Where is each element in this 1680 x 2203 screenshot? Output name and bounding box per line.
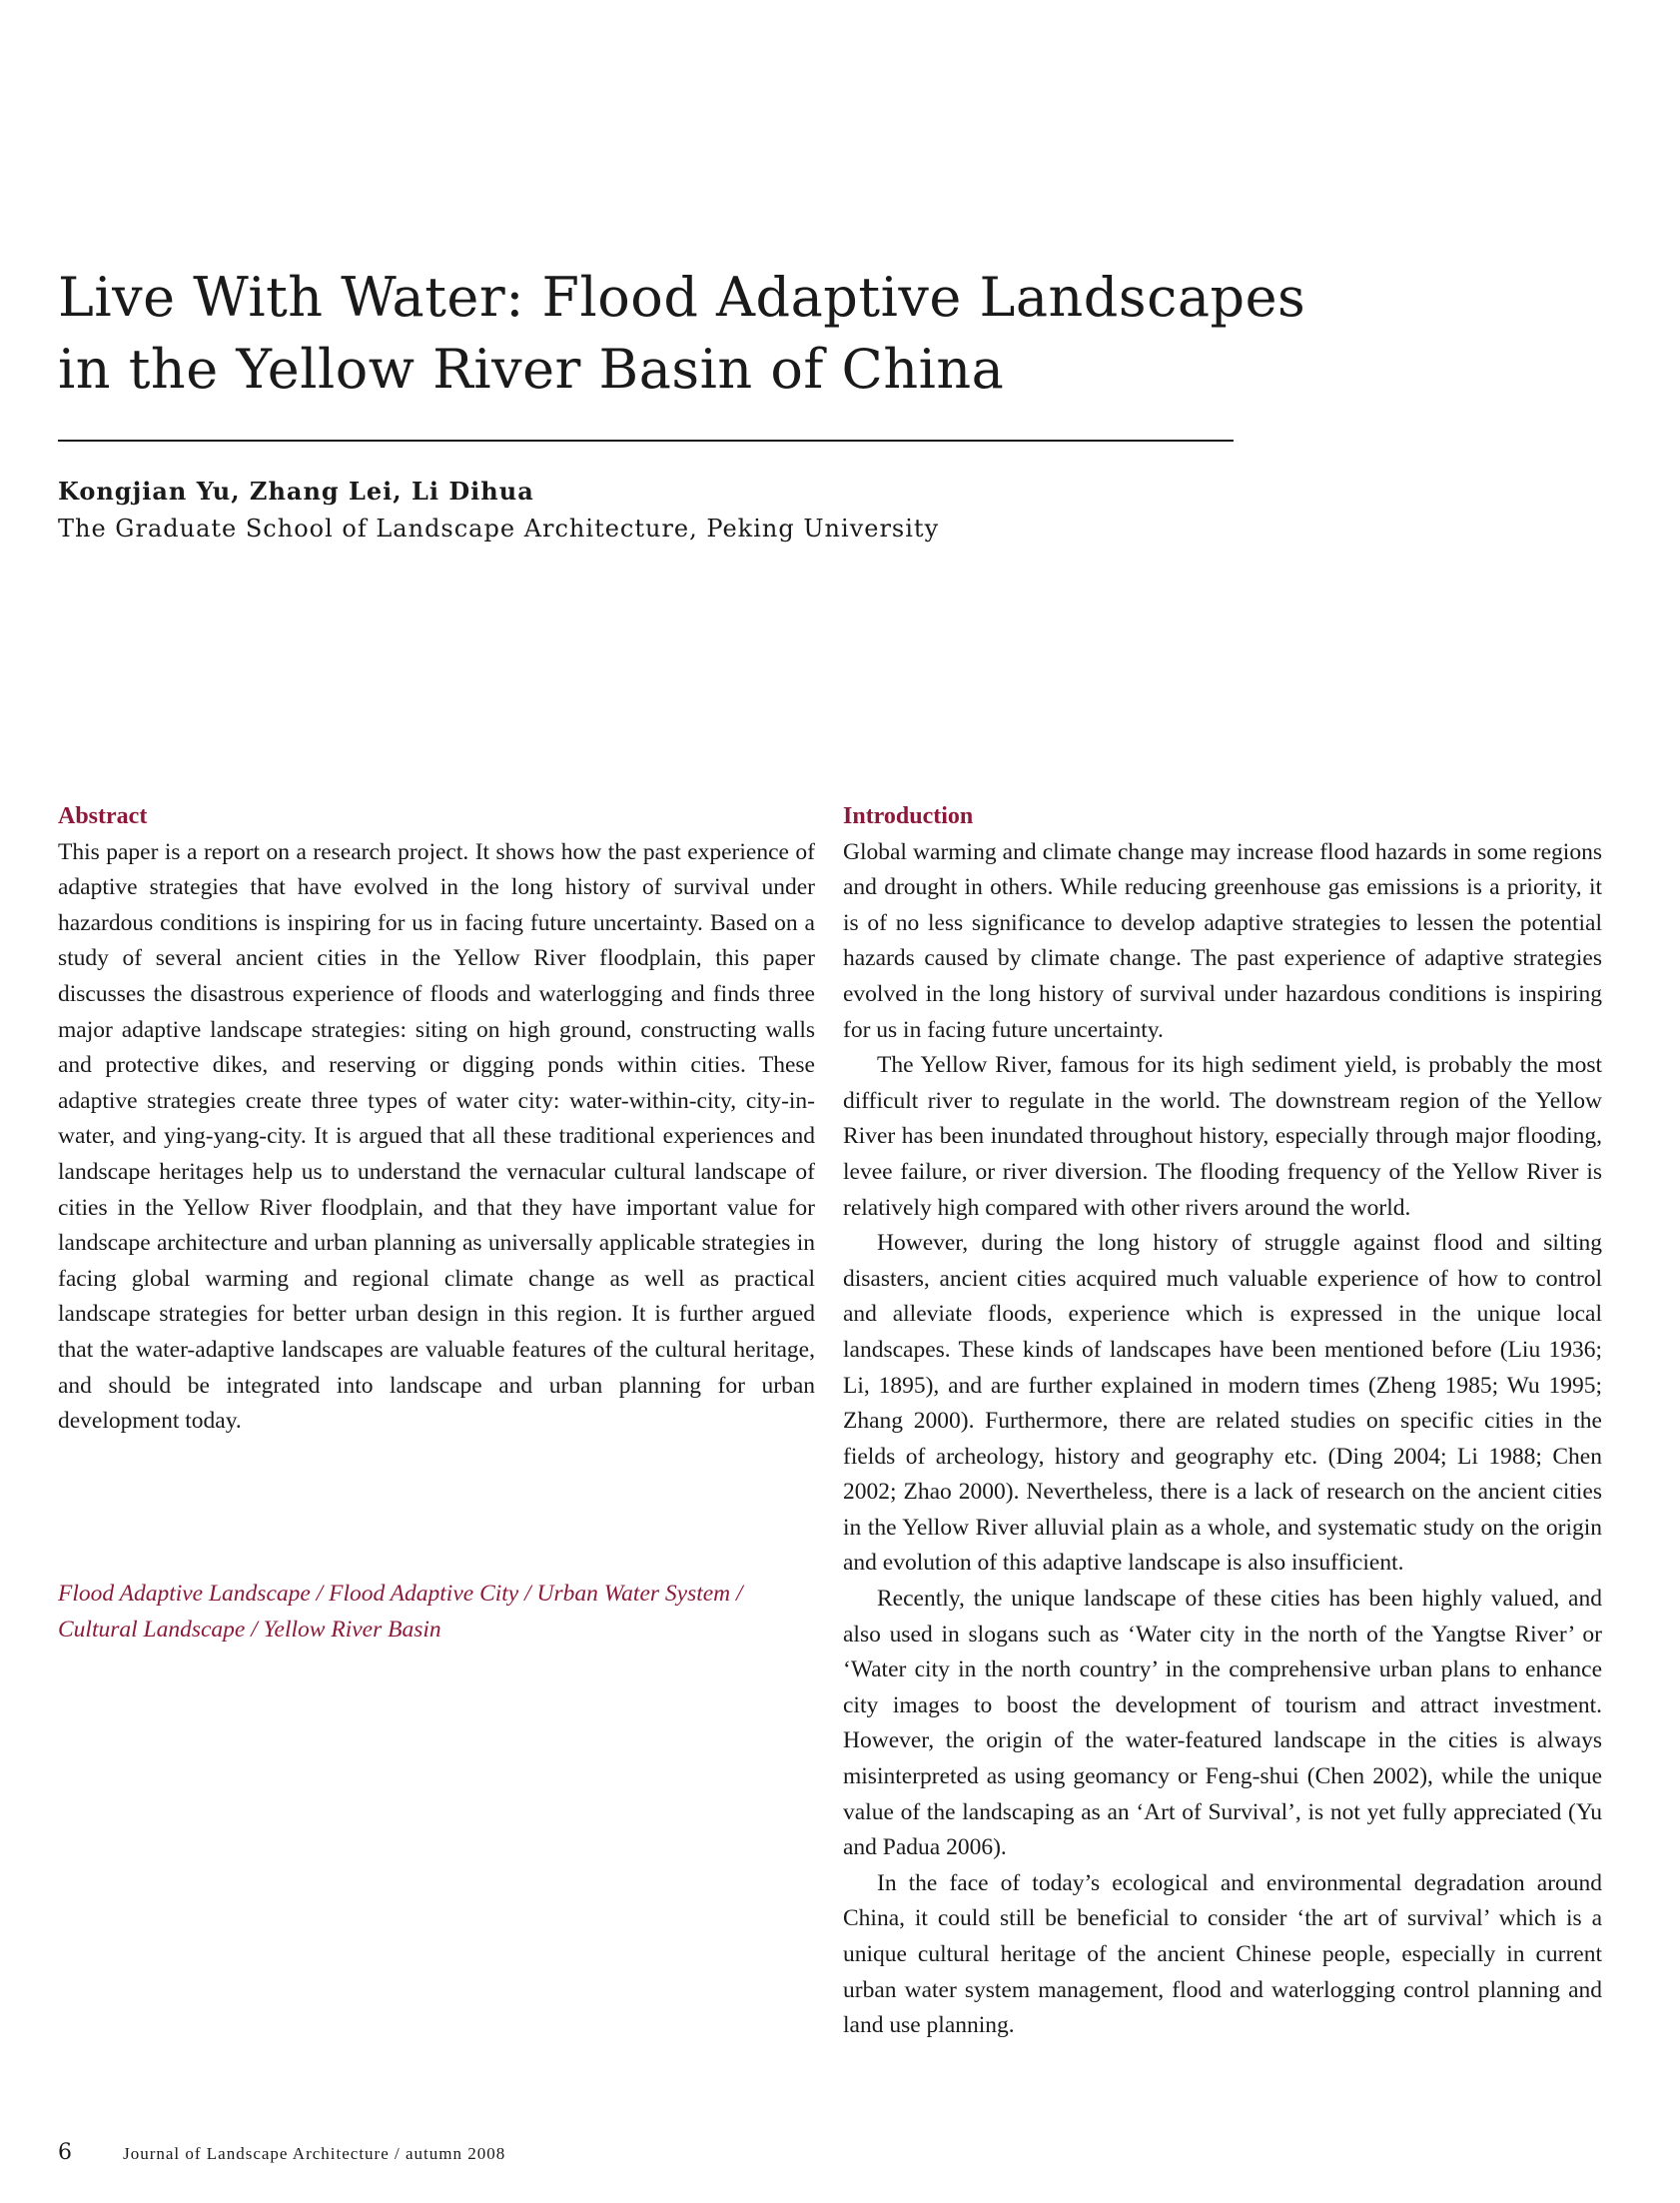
- title-rule: [58, 440, 1234, 442]
- journal-name: Journal of Landscape Architecture / autumn 2008: [123, 2144, 506, 2163]
- paper-title-line-1: Live With Water: Flood Adaptive Landscapes: [58, 266, 1306, 329]
- page-footer: [58, 2140, 505, 2165]
- abstract-heading: Abstract: [58, 803, 148, 829]
- affiliation: The Graduate School of Landscape Architecture, Peking University: [58, 515, 940, 543]
- abstract-text: This paper is a report on a research project. It shows how the past experience of adaptive strategies that have evolved in the long history of survival under hazardous conditions is inspiring for us in facing future uncertainty. Based on a study of several ancient cities in the Yellow River floodplain, this paper discusses the disastrous experience of floods and waterlogging and finds three major adaptive landscape strategies: siting on high ground, constructing walls and protective dikes, and reserving or digging ponds within cities. These adaptive strategies create three types of water city: water-within-city, city-in-water, and ying-yang-city. It is argued that all these traditional experiences and landscape heritages help us to understand the vernacular cultural landscape of cities in the Yellow River floodplain, and that they have important value for landscape architecture and urban planning as universally applicable strategies in facing global warming and regional climate change as well as practical landscape strategies for better urban design in this region. It is further argued that the water-adaptive landscapes are valuable features of the cultural heritage, and should be integrated into landscape and urban planning for urban development today.: [58, 838, 815, 1435]
- authors: Kongjian Yu, Zhang Lei, Li Dihua: [58, 477, 534, 506]
- introduction-heading: Introduction: [843, 803, 974, 829]
- keywords: [58, 1577, 777, 1648]
- keywords-line-2: Cultural Landscape / Yellow River Basin: [58, 1616, 441, 1643]
- introduction-paragraph: However, during the long history of struggle against flood and silting disasters, ancient cities acquired much valuable experience of how to control and alleviate floods, experience which is expressed in the unique local landscapes. These kinds of landscapes have been mentioned before (Liu 1936; Li, 1895), and are further explained in modern times (Zheng 1985; Wu 1995; Zhang 2000). Furthermore, there are related studies on specific cities in the fields of archeology, history and geography etc. (Ding 2004; Li 1988; Chen 2002; Zhao 2000). Nevertheless, there is a lack of research on the ancient cities in the Yellow River alluvial plain as a whole, and systematic study on the origin and evolution of this adaptive landscape is also insufficient.: [843, 1230, 1602, 1577]
- abstract-section: [58, 799, 815, 1440]
- introduction-paragraph: In the face of today’s ecological and environmental degradation around China, it could still be beneficial to consider ‘the art of survival’ which is a unique cultural heritage of the ancient Chinese people, especially in current urban water system management, flood and waterlogging control planning and land use planning.: [843, 1869, 1602, 2039]
- introduction-paragraph: Global warming and climate change may increase flood hazards in some regions and drought in others. While reducing greenhouse gas emissions is a priority, it is of no less significance to develop adaptive strategies to lessen the potential hazards caused by climate change. The past experience of adaptive strategies evolved in the long history of survival under hazardous conditions is inspiring for us in facing future uncertainty.: [843, 838, 1602, 1043]
- paper-title-line-2: in the Yellow River Basin of China: [58, 338, 1005, 401]
- paper-title: [58, 262, 1306, 406]
- introduction-paragraph: The Yellow River, famous for its high sediment yield, is probably the most difficult river to regulate in the world. The downstream region of the Yellow River has been inundated throughout history, especially through major flooding, levee failure, or river diversion. The flooding frequency of the Yellow River is relatively high compared with other rivers around the world.: [843, 1052, 1602, 1221]
- introduction-paragraph: Recently, the unique landscape of these cities has been highly valued, and also used in slogans such as ‘Water city in the north of the Yangtse River’ or ‘Water city in the north country’ in the comprehensive urban plans to enhance city images to boost the development of tourism and attract investment. However, the origin of the water-featured landscape in the cities is always misinterpreted as using geomancy or Feng-shui (Chen 2002), while the unique value of the landscaping as an ‘Art of Survival’, is not yet fully appreciated (Yu and Padua 2006).: [843, 1586, 1602, 1861]
- page-number: 6: [58, 2140, 72, 2165]
- keywords-line-1: Flood Adaptive Landscape / Flood Adaptive City / Urban Water System /: [58, 1581, 743, 1607]
- introduction-section: [843, 799, 1602, 2044]
